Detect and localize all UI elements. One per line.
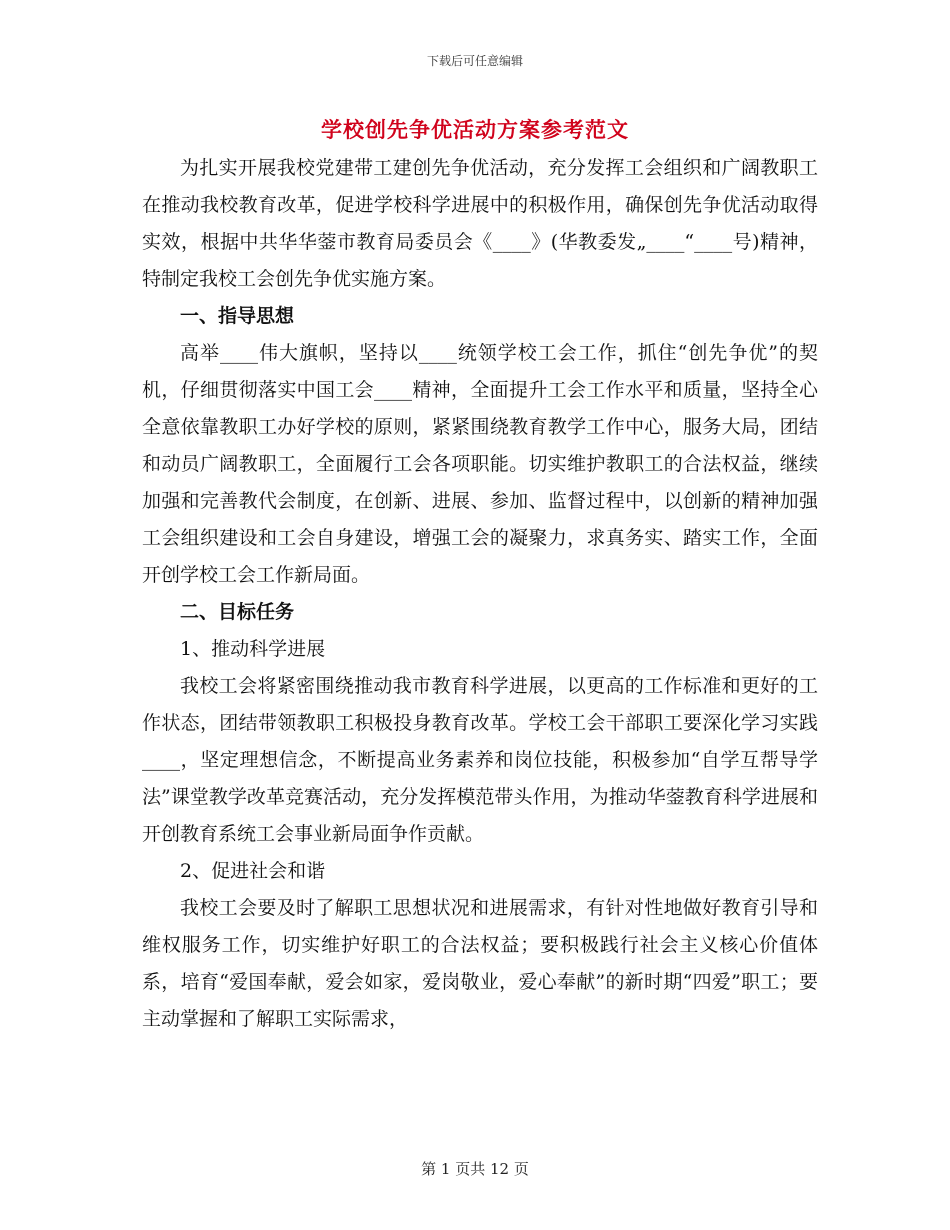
- page-footer: 第 1 页共 12 页: [421, 1160, 529, 1178]
- guiding-ideology-paragraph: 高举____伟大旗帜，坚持以____统领学校工会工作，抓住“创先争优”的契机，仔细贯彻落实中国工会____精神，全面提升工会工作水平和质量，坚持全心全意依靠教职工办好学校的原则，紧紧围绕教育教学工作中心，服务大局，团结和动员广阔教职工，全面履行工会各项职能。切实维护教职工的合法权益，继续加强和完善教代会制度，在创新、进展、参加、监督过程中，以创新的精神加强工会组织建设和工会自身建设，增强工会的凝聚力，求真务实、踏实工作，全面开创学校工会工作新局面。: [142, 342, 818, 586]
- subsection-heading-science-progress: 1、推动科学进展: [180, 638, 326, 660]
- section-heading-guiding-ideology: 一、指导思想: [180, 305, 295, 327]
- document-body: [142, 150, 818, 1038]
- science-progress-paragraph: 我校工会将紧密围绕推动我市教育科学进展，以更高的工作标准和更好的工作状态，团结带领教职工积极投身教育改革。学校工会干部职工要深化学习实践____，坚定理想信念，不断提高业务素养和岗位技能，积极参加“自学互帮导学法”课堂教学改革竞赛活动，充分发挥模范带头作用，为推动华蓥教育科学进展和开创教育系统工会事业新局面争作贡献。: [142, 675, 818, 845]
- subsection-heading-social-harmony: 2、促进社会和谐: [180, 860, 326, 882]
- intro-paragraph: 为扎实开展我校党建带工建创先争优活动，充分发挥工会组织和广阔教职工在推动我校教育改革，促进学校科学进展中的积极作用，确保创先争优活动取得实效，根据中共华华蓥市教育局委员会《____》(华教委发„____“____号)精神，特制定我校工会创先争优实施方案。: [142, 157, 818, 290]
- document-title: 学校创先争优活动方案参考范文: [321, 117, 629, 142]
- social-harmony-paragraph: 我校工会要及时了解职工思想状况和进展需求，有针对性地做好教育引导和维权服务工作，切实维护好职工的合法权益；要积极践行社会主义核心价值体系，培育“爱国奉献，爱会如家，爱岗敬业，爱心奉献”的新时期“四爱”职工；要主动掌握和了解职工实际需求，: [142, 897, 818, 1030]
- section-heading-goals-tasks: 二、目标任务: [180, 601, 295, 623]
- page-header: 下载后可任意编辑: [426, 54, 523, 68]
